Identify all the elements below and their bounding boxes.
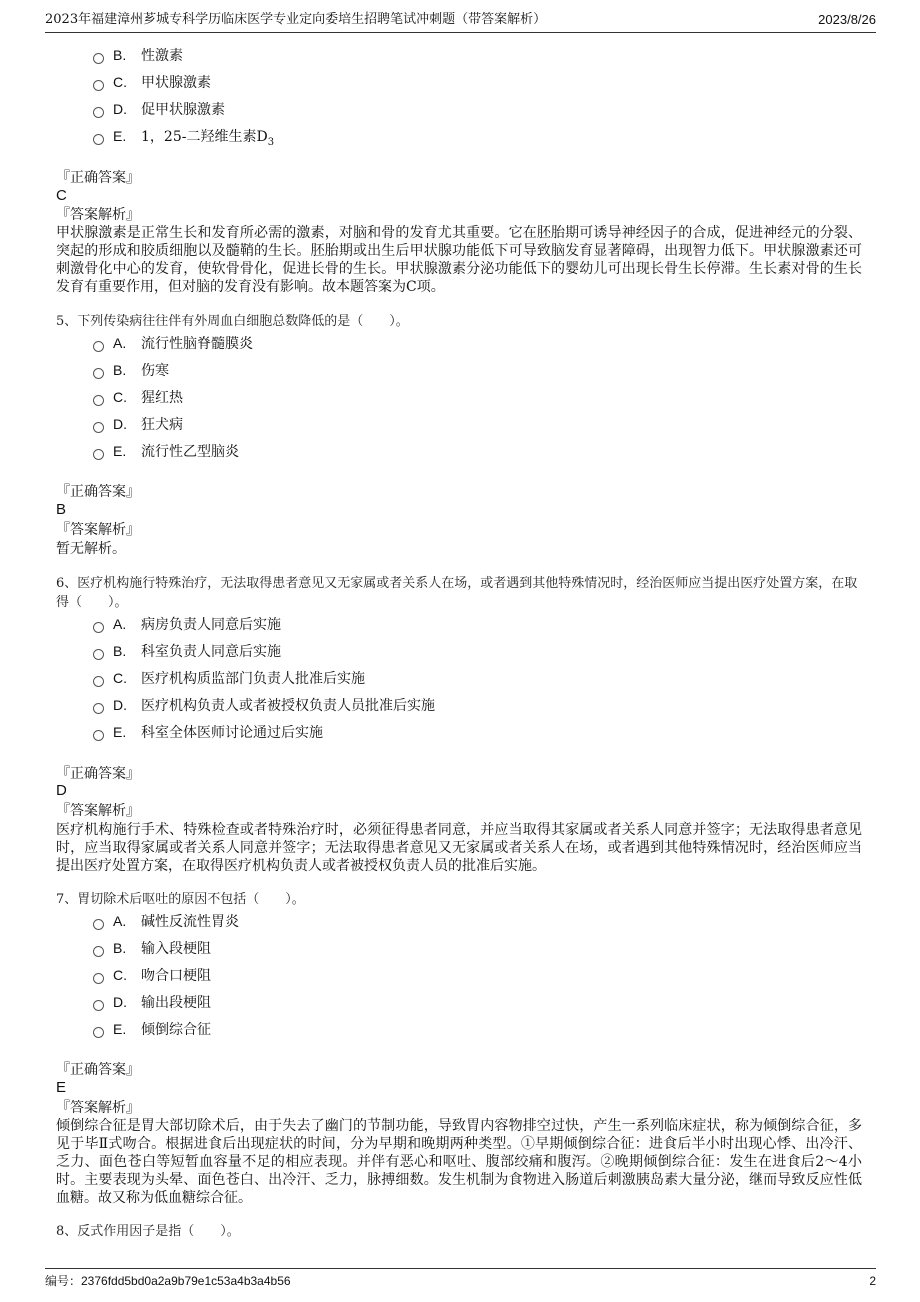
radio-icon[interactable] bbox=[93, 676, 104, 687]
q5-answer: B bbox=[56, 501, 67, 518]
radio-icon[interactable] bbox=[93, 368, 104, 379]
q7-option-b[interactable]: B. 输入段梗阻 bbox=[93, 936, 211, 960]
q4-option-e[interactable]: E. 1，25-二羟维生素$D_3$ bbox=[93, 124, 274, 148]
radio-icon[interactable] bbox=[93, 703, 104, 714]
q4-option-d[interactable]: D. 促甲状腺激素 bbox=[93, 97, 225, 121]
radio-icon[interactable] bbox=[93, 341, 104, 352]
q5-option-d[interactable]: D. 狂犬病 bbox=[93, 412, 183, 436]
q4-analysis-label: 『答案解析』 bbox=[56, 207, 140, 223]
q6-option-d[interactable]: D. 医疗机构负责人或者被授权负责人员批准后实施 bbox=[93, 693, 435, 717]
q5-option-c[interactable]: C. 猩红热 bbox=[93, 385, 183, 409]
q5-option-a[interactable]: A. 流行性脑脊髓膜炎 bbox=[93, 331, 253, 355]
q5-option-b[interactable]: B. 伤寒 bbox=[93, 358, 169, 382]
page-footer bbox=[45, 1268, 876, 1291]
q5-analysis-label: 『答案解析』 bbox=[56, 522, 140, 538]
document-code: 编号：2376fdd5bd0a2a9b79e1c53a4b3a4b56 bbox=[45, 1274, 291, 1288]
q6-option-a[interactable]: A. 病房负责人同意后实施 bbox=[93, 612, 281, 636]
radio-icon[interactable] bbox=[93, 973, 104, 984]
q7-analysis-label: 『答案解析』 bbox=[56, 1100, 140, 1116]
q7-option-d[interactable]: D. 输出段梗阻 bbox=[93, 990, 211, 1014]
q6-analysis-label: 『答案解析』 bbox=[56, 803, 140, 819]
radio-icon[interactable] bbox=[93, 1000, 104, 1011]
q6-analysis-text: 医疗机构施行手术、特殊检查或者特殊治疗时，必须征得患者同意，并应当取得其家属或者关系人同意并签字；无法取得患者意见时，应当取得家属或者关系人同意并签字；无法取得患者意见又无家属或者关系人在场，或者遇到其他特殊情况时，经治医师应当提出医疗处置方案，在取得医疗机构负责人或者被授权负责人员的批准后实施。 bbox=[56, 822, 862, 874]
q6-option-e[interactable]: E. 科室全体医师讨论通过后实施 bbox=[93, 720, 323, 744]
radio-icon[interactable] bbox=[93, 449, 104, 460]
q7-option-c[interactable]: C. 吻合口梗阻 bbox=[93, 963, 211, 987]
q7-stem: 7、胃切除术后呕吐的原因不包括（ ）。 bbox=[56, 892, 305, 907]
radio-icon[interactable] bbox=[93, 622, 104, 633]
q4-analysis-text: 甲状腺激素是正常生长和发育所必需的激素，对脑和骨的发育尤其重要。它在胚胎期可诱导神经因子的合成，促进神经元的分裂、突起的形成和胶质细胞以及髓鞘的生长。胚胎期或出生后甲状腺功能低下可导致脑发育显著障碍，出现智力低下。甲状腺激素还可刺激骨化中心的发育，使软骨骨化，促进长骨的生长。甲状腺激素分泌功能低下的婴幼儿可出现长骨生长停滞。生长素对骨的生长发育有重要作用，但对脑的发育没有影响。故本题答案为C项。 bbox=[56, 225, 862, 295]
q6-stem: 6、医疗机构施行特殊治疗，无法取得患者意见又无家属或者关系人在场，或者遇到其他特殊情况时，经治医师应当提出医疗处置方案，在取得（ ）。 bbox=[56, 576, 858, 610]
q8-stem: 8、反式作用因子是指（ ）。 bbox=[56, 1224, 240, 1239]
radio-icon[interactable] bbox=[93, 1027, 104, 1038]
q7-answer: E bbox=[56, 1079, 67, 1096]
radio-icon[interactable] bbox=[93, 134, 104, 145]
q6-correct-label: 『正确答案』 bbox=[56, 766, 140, 782]
radio-icon[interactable] bbox=[93, 919, 104, 930]
page-number: 2 bbox=[869, 1274, 876, 1288]
q7-option-e[interactable]: E. 倾倒综合征 bbox=[93, 1017, 211, 1041]
radio-icon[interactable] bbox=[93, 730, 104, 741]
q7-analysis-text: 倾倒综合征是胃大部切除术后，由于失去了幽门的节制功能，导致胃内容物排空过快，产生一系列临床症状，称为倾倒综合征，多见于毕Ⅱ式吻合。根据进食后出现症状的时间，分为早期和晚期两种类型。①早期倾倒综合征：进食后半小时出现心悸、出冷汗、乏力、面色苍白等短暂血容量不足的相应表现。并伴有恶心和呕吐、腹部绞痛和腹泻。②晚期倾倒综合征：发生在进食后2～4小时。主要表现为头晕、面色苍白、出冷汗、乏力，脉搏细数。发生机制为食物进入肠道后刺激胰岛素大量分泌，继而导致反应性低血糖。故又称为低血糖综合征。 bbox=[56, 1118, 862, 1206]
q6-option-c[interactable]: C. 医疗机构质监部门负责人批准后实施 bbox=[93, 666, 365, 690]
radio-icon[interactable] bbox=[93, 422, 104, 433]
q5-correct-label: 『正确答案』 bbox=[56, 484, 140, 500]
radio-icon[interactable] bbox=[93, 395, 104, 406]
q7-option-a[interactable]: A. 碱性反流性胃炎 bbox=[93, 909, 239, 933]
q7-correct-label: 『正确答案』 bbox=[56, 1062, 140, 1078]
q6-option-b[interactable]: B. 科室负责人同意后实施 bbox=[93, 639, 281, 663]
q4-option-b[interactable]: B. 性激素 bbox=[93, 43, 183, 67]
q5-option-e[interactable]: E. 流行性乙型脑炎 bbox=[93, 439, 239, 463]
radio-icon[interactable] bbox=[93, 649, 104, 660]
q6-answer: D bbox=[56, 782, 67, 799]
q4-correct-label: 『正确答案』 bbox=[56, 170, 140, 186]
document-title: 2023年福建漳州芗城专科学历临床医学专业定向委培生招聘笔试冲刺题（带答案解析） bbox=[45, 12, 547, 27]
q5-stem: 5、下列传染病往往伴有外周血白细胞总数降低的是（ ）。 bbox=[56, 314, 409, 329]
header-date: 2023/8/26 bbox=[818, 12, 876, 27]
q4-answer: C bbox=[56, 187, 67, 204]
page-header bbox=[45, 10, 876, 33]
radio-icon[interactable] bbox=[93, 53, 104, 64]
radio-icon[interactable] bbox=[93, 80, 104, 91]
q4-option-c[interactable]: C. 甲状腺激素 bbox=[93, 70, 211, 94]
radio-icon[interactable] bbox=[93, 946, 104, 957]
q5-analysis-text: 暂无解析。 bbox=[56, 541, 126, 557]
radio-icon[interactable] bbox=[93, 107, 104, 118]
